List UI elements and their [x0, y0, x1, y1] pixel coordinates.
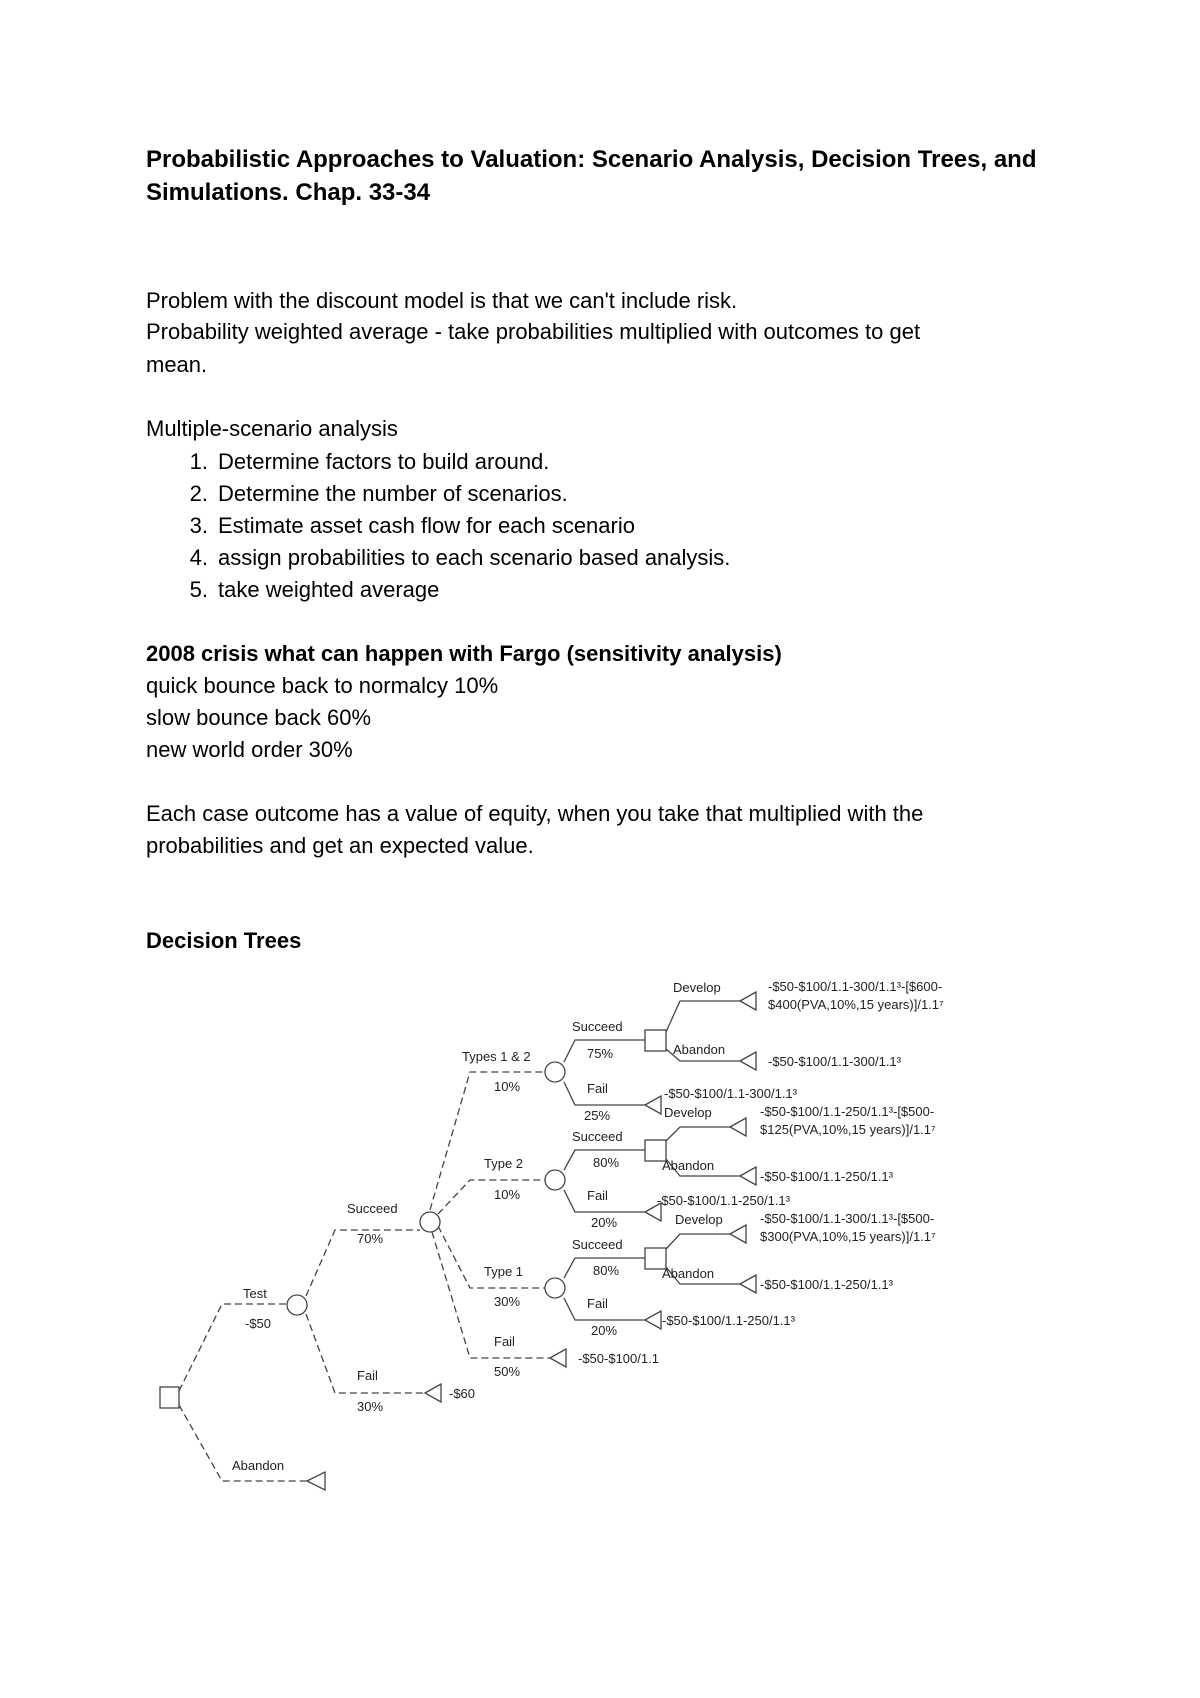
list-item-number: 3. [189, 513, 208, 538]
label-t1-fail-pct: 20% [591, 1323, 618, 1338]
label-t2-develop: Develop [664, 1105, 712, 1120]
list-item-text: Estimate asset cash flow for each scenario [218, 513, 635, 538]
terminal-t1-develop [730, 1225, 746, 1243]
terminal-t2-abandon [740, 1167, 756, 1185]
tree-labels [232, 979, 944, 1473]
label-t2-develop-value-1: -$50-$100/1.1-250/1.1³-[$500- [760, 1104, 935, 1119]
label-t12-fail: Fail [587, 1081, 608, 1096]
label-type1: Type 1 [484, 1264, 524, 1279]
label-test-cost: -$50 [245, 1316, 272, 1331]
label-test: Test [243, 1286, 267, 1301]
chance-node-test [287, 1295, 307, 1315]
label-fail-value: -$60 [449, 1386, 476, 1401]
label-t12-succeed: Succeed [572, 1019, 623, 1034]
decision-trees-heading: Decision Trees [146, 928, 302, 953]
label-fail-50-pct: 50% [494, 1364, 521, 1379]
label-t12-fail-pct: 25% [584, 1108, 611, 1123]
label-types12-pct: 10% [494, 1079, 521, 1094]
terminal-t12-fail [645, 1096, 661, 1114]
terminal-t12-develop [740, 992, 756, 1010]
terminal-t2-develop [730, 1118, 746, 1136]
chance-node-types12 [545, 1062, 565, 1082]
label-t2-fail: Fail [587, 1188, 608, 1203]
intro-paragraph-line-3: mean. [146, 352, 208, 377]
label-fail-50-value: -$50-$100/1.1 [578, 1351, 659, 1366]
page-title: Probabilistic Approaches to Valuation: Scenario Analysis, Decision Trees, and Simulations. Chap. 33-34 [146, 146, 1037, 206]
label-t12-develop-value-1: -$50-$100/1.1-300/1.1³-[$600- [768, 979, 943, 994]
label-t1-develop-value-2: $300(PVA,10%,15 years)]/1.1⁷ [760, 1229, 936, 1244]
list-item-text: Determine the number of scenarios. [218, 481, 568, 506]
label-t1-fail-value: -$50-$100/1.1-250/1.1³ [662, 1313, 795, 1328]
chance-node-type1 [545, 1278, 565, 1298]
label-t2-abandon-value: -$50-$100/1.1-250/1.1³ [760, 1169, 893, 1184]
branch-fail-50 [432, 1232, 550, 1358]
branch-types12 [430, 1072, 555, 1210]
label-types12: Types 1 & 2 [462, 1049, 531, 1064]
branch-t1-develop [666, 1234, 730, 1249]
tree-nodes [160, 992, 756, 1490]
label-t12-succeed-pct: 75% [587, 1046, 614, 1061]
list-item-number: 2. [189, 481, 208, 506]
label-t1-develop-value-1: -$50-$100/1.1-300/1.1³-[$500- [760, 1211, 935, 1226]
terminal-t1-fail [645, 1311, 661, 1329]
label-t12-abandon: Abandon [673, 1042, 726, 1057]
label-t2-fail-pct: 20% [591, 1215, 618, 1230]
crisis-heading: 2008 crisis what can happen with Fargo (sensitivity analysis) [146, 641, 782, 666]
list-item-number: 5. [189, 577, 208, 602]
multiple-scenario-heading: Multiple-scenario analysis [146, 416, 398, 441]
crisis-line: new world order 30% [146, 737, 353, 762]
label-fail: Fail [357, 1368, 378, 1383]
equity-paragraph-line-1: Each case outcome has a value of equity, when you take that multiplied with the [146, 801, 924, 826]
list-item-number: 1. [189, 449, 208, 474]
intro-paragraph-line-2: Probability weighted average - take probabilities multiplied with outcomes to get [146, 319, 921, 344]
label-t2-abandon: Abandon [662, 1158, 715, 1173]
crisis-line: slow bounce back 60% [146, 705, 372, 730]
label-t1-succeed-pct: 80% [593, 1263, 620, 1278]
label-t1-develop: Develop [675, 1212, 723, 1227]
label-t2-fail-value: -$50-$100/1.1-250/1.1³ [657, 1193, 790, 1208]
label-t1-abandon: Abandon [662, 1266, 715, 1281]
label-t12-develop: Develop [673, 980, 721, 995]
label-t2-develop-value-2: $125(PVA,10%,15 years)]/1.1⁷ [760, 1122, 936, 1137]
list-item-text: take weighted average [218, 577, 440, 602]
label-t1-abandon-value: -$50-$100/1.1-250/1.1³ [760, 1277, 893, 1292]
label-t1-fail: Fail [587, 1296, 608, 1311]
chance-node-type2 [545, 1170, 565, 1190]
label-fail-pct: 30% [357, 1399, 384, 1414]
label-succeed: Succeed [347, 1201, 398, 1216]
decision-node-square [160, 1387, 179, 1408]
label-t12-develop-value-2: $400(PVA,10%,15 years)]/1.1⁷ [768, 997, 944, 1012]
label-t2-succeed: Succeed [572, 1129, 623, 1144]
label-abandon: Abandon [232, 1458, 285, 1473]
decision-node-t12 [645, 1030, 666, 1051]
terminal-t12-abandon [740, 1052, 756, 1070]
terminal-fail [425, 1384, 441, 1402]
label-t1-succeed: Succeed [572, 1237, 623, 1252]
label-t2-succeed-pct: 80% [593, 1155, 620, 1170]
branch-t12-develop [666, 1001, 740, 1032]
intro-paragraph-line-1: Problem with the discount model is that we can't include risk. [146, 288, 738, 313]
branch-t2-develop [666, 1127, 730, 1141]
label-t12-fail-value: -$50-$100/1.1-300/1.1³ [664, 1086, 797, 1101]
list-item-number: 4. [189, 545, 208, 570]
label-type2: Type 2 [484, 1156, 524, 1171]
terminal-abandon [307, 1472, 325, 1490]
equity-paragraph-line-2: probabilities and get an expected value. [146, 833, 534, 858]
label-succeed-pct: 70% [357, 1231, 384, 1246]
terminal-t1-abandon [740, 1275, 756, 1293]
label-t12-abandon-value: -$50-$100/1.1-300/1.1³ [768, 1054, 901, 1069]
list-item-text: Determine factors to build around. [218, 449, 550, 474]
tree-branches [179, 1001, 740, 1481]
label-type1-pct: 30% [494, 1294, 521, 1309]
chance-node-succeed [420, 1212, 440, 1232]
crisis-line: quick bounce back to normalcy 10% [146, 673, 499, 698]
label-type2-pct: 10% [494, 1187, 521, 1202]
terminal-fail-50 [550, 1349, 566, 1367]
label-fail-50: Fail [494, 1334, 515, 1349]
list-item-text: assign probabilities to each scenario based analysis. [218, 545, 731, 570]
